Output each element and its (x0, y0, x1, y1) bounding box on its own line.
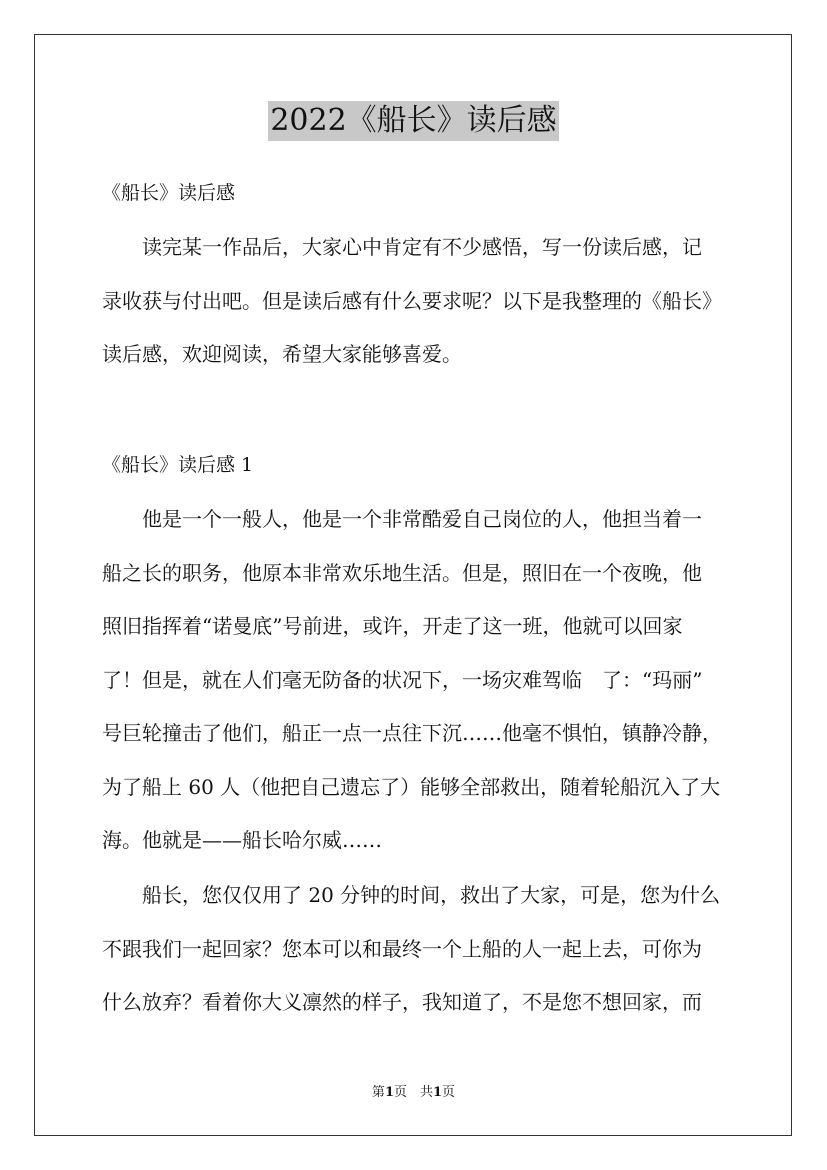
document-title: 2022《船长》读后感 (268, 101, 558, 141)
page-number: 1 (384, 1085, 394, 1100)
para-line: 他是一个一般人，他是一个非常酷爱自己岗位的人，他担当着一 (142, 507, 702, 531)
page-prefix: 第 (371, 1085, 385, 1100)
intro-line: 录收获与付出吧。但是读后感有什么要求呢？以下是我整理的《船长》 (102, 288, 722, 313)
para-line: 为了船上 60 人（他把自己遗忘了）能够全部救出，随着轮船沉入了大 (102, 774, 721, 799)
para-line: 船长，您仅仅用了 20 分钟的时间，救出了大家，可是，您为什么 (142, 883, 721, 907)
intro-line: 读后感，欢迎阅读，希望大家能够喜爱。 (102, 342, 462, 366)
body-paragraph-2 (102, 869, 744, 1030)
para-line: 船之长的职务，他原本非常欢乐地生活。但是，照旧在一个夜晚，他 (102, 560, 702, 585)
intro-line: 读完某一作品后，大家心中肯定有不少感悟，写一份读后感，记 (142, 235, 702, 259)
page-suffix: 页 (442, 1085, 456, 1100)
page-footer (0, 1084, 827, 1102)
intro-paragraph (102, 221, 744, 382)
para-line: 号巨轮撞击了他们，船正一点一点往下沉……他毫不惧怕，镇静冷静， (102, 721, 722, 745)
para-line: 海。他就是——船长哈尔威…… (102, 828, 382, 852)
para-line: 什么放弃？看着你大义凛然的样子，我知道了，不是您不想回家，而 (102, 990, 702, 1014)
section-heading: 《船长》读后感 1 (102, 454, 254, 476)
document-subtitle: 《船长》读后感 (102, 182, 236, 204)
body-paragraph-1 (102, 493, 744, 868)
page-mid: 页 共 (393, 1085, 433, 1100)
para-line: 照旧指挥着“诺曼底”号前进，或许，开走了这一班，他就可以回家 (102, 614, 683, 638)
para-line: 了！但是，就在人们毫无防备的状况下，一场灾难驾临 了：“玛丽” (102, 667, 703, 692)
title-container (0, 101, 827, 141)
para-line: 不跟我们一起回家？您本可以和最终一个上船的人一起上去，可你为 (102, 936, 702, 961)
page-total: 1 (433, 1085, 443, 1100)
